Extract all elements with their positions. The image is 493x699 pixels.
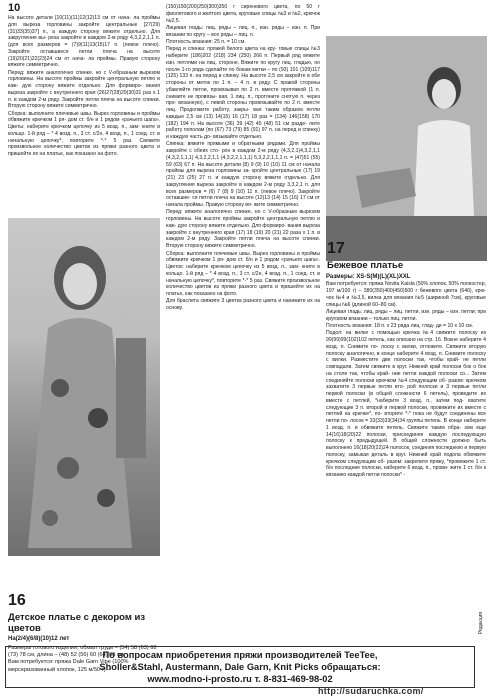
paragraph: На высоте детали [10(11)(11)12(12)13 см от нача- ла проймы для выреза горловины закройте центральные [27(29)(31)33(35)37] п., а каждую сторону вяжите отдельно. Для закругления вы- реза закройте в каждом 2-м ряду 4,3,2,2,1,1 п. (для всех размеров = (7)9(11)13(15)17 п. (левое плечо). Закройте оставшиеся петли плеча на высоте (19)20(21)22(23)24 см от нача- ла проймы. Правую сторону вяжите симметрично. [8,15,160,69]
paragraph: Плотность вязания: 25 п. = 10 см. [166,38,246,45]
paragraph: Подол: на вилке с помощью крючка №4 свяжите полоску из 99(99)99(102)102 петель, как описано на стр. 16. Вокне наберите 4 возд. п. Снимите по- лоску с вилки, отложите. Свяжите вторую полоску аналогично, в конце наберите 4 возд. п. Снимите полоску с вилки. Разместите две полоски так, чтобы край- не петли совпадали. Затем свяжите в круг. Нижний край полоски бок о бок на столе так, чтобы край- ние петли каждой полоски со... Затем соединяйте полоски крючком №4 следующим об- разом: крючком захватите 3 первые петли вто- рой полоски и 3 первые петли первой полоски (в общей сложности 6 петель), проведите их вместе с петлей, *наберите 3 возд. п., затем под- хватите следующие 3 п. второй и первой полоски, провяжите их вместе с петлей на крючке*, по- вторите *-* пока не будут соединены все петли по- лосок = 33(33)33(34)34 группы петель. В конце наберите 1 возд. п. и обвяжите петель. Свяжите таким обра- зом еще 14(16)18(20)22 полоски, присоединяя каждую последующую полоску к предыдущей. В общей сложности должно быть выполнено 16(18)20(22)24 полосок, соединяя последнюю и первую полоску, замыкая деталь в круг. Нижний край подола обвяжите крючком следующим об- разом: закрепите пряжу, *провяжите 1 ст. б/н последние полоски, наберите 6 возд. п., прови- жите 1 ст. б/н к вязанию каждой петли полоски* - [326,330,486,479]
photo-woman-illustration [326,36,487,261]
paragraph: (150)150(200)250(300)350 г сиреневого цвета, по 50 г фиолетового и желтого цвета, круговые спицы №3 и №2, крючок №2,5. [166,4,320,24]
paragraph: Перед и спинка: пряжей белого цвета на кру- говые спицы №3 наберите (186)202 (218) 234 (250) 266 п. Первый ряд вяжите изн. петлями на лиц. стороне. Вяжите по кругу лиц. гладью, но после 1-го ряда сделайте по бокам метки – по (93) 101 (109)117 (125) 133 п. на перед и спинку. На высоте 2,5 см закройте в обе стороны от меток по 1 п. – 4 п. в ряду. С правой стороны убавляйте петли, провязывая по 2 п. вместе протяжкой (1 п. снимите не провязы- вая, 1 лиц. п., протяните снятую п. через про- вязанную), с левой стороны провязывайте по 2 п. вместе лиц. Продолжите работу, закры- вая таким образом петли каждые 2,5 см (13) 14(15) 16 (17) 18 раз = (134) 146(158) 170 (182) 194 п. На высоте (36) 39 (42) 45 (48) 51 см разде- лите работу пополам (по (67) 73 (79) 85 (91) 97 п. на перед и спинку) и каждую часть до- вязывайте отдельно. [166,46,320,141]
model-number-17: 17 [327,240,345,257]
footer-contact-line: www.modno-i-prosto.ru т. 8-831-469-98-02 [147,674,333,684]
photo-girl-dress [8,218,160,556]
paragraph: Сборка: выполните плечевые швы. Вырез горловины и проймы обвяжите крючком 1 ря- дом ст. б/н и 1 рядом «рачьего шага». Цветы: наберите крючком цепочку из 5 возд. п., зам- кните в кольцо. 1-й ряд – * 4 возд. п., 3 ст. с/2н, 4 возд. п., 1 соед. ст. в начальную цепочку*, повторите *-* 5 раз. Свяжите произвольное количество цветов из пряжи разного цвета и пришейте их на платье, как показано на фото. [8,110,160,158]
model-17-sizes: Размеры: XS-S(M)(L)(XL)XXL [326,274,411,280]
model-16-materials: Вам потребуется: пряжа Dale Garn Vipe (100% мерсеризованный хлопок, 125 м/50 г) – [8,659,129,673]
paragraph: Лицевая гладь: лиц. ряды – лиц. петли, изн. ряды – изн. петли; при круговом вязании – только лиц. петли. [326,308,486,322]
paragraph: Сборка: выполните плечевые швы. Вырез горловины и проймы обвяжите крючком 1 ря- дом ст. б/н и 1 рядом «рачьего шага». Цветок: наберите крючком цепочку из 5 возд. п., зам- кните в кольцо. 1-й ряд – * 4 возд. п., 3 ст. с/2н, 4 возд. п., 1 соед. ст. в начальную цепочку*, повторите *-* 5 раз. Свяжите произвольное количество цветов из пряжи разного цвета и пришейте их на платье, как показано на фото. [166,250,320,298]
paragraph: Перед: вяжите аналогично спинке, но с V-образным вырезом горловины. На высоте проймы закройте центральную петлю и каж- дую сторону вяжите отдельно. Для формиро- вания выреза закройте с внутреннего края (17) 18 (19) 20 (21) 22 раза x 1 п. в каждом 2-м ряду. Закройте петли плеча на высоте спинки. Вторую сторону вяжите симметрично. [166,209,320,250]
model-16-dimensions: Размеры готового изделия: обхват груди – (54) 58 (63) 68 (73) 78 см, длина – (48) 52 (56) 60 (64) 68 см. [8,645,157,659]
page-number: 10 [8,2,21,14]
model-16-sizes: На(2/4)(6/8)(10)12 лет [8,636,70,642]
watermark-url: http://sudaruchka.com/ [318,686,424,696]
side-credit: Редакция [478,612,484,635]
paragraph: Плотность вязания: 18 п. x 23 ряда лиц. глад- ди = 10 x 10 см. [326,323,474,330]
paragraph: Вам потребуется: пряжа Novita Kaisla (50% хлопок, 50% полиэстер, 197 м/100 г) – 380(350)400(450)500 г бежевого цвета (646), крю- чок №4 и №3,5, вилка для вязания №5 (шириной 7см), круговые спицы №6 (длиной 60–80 см). [326,281,486,308]
footer-line: Sholler&Stahl, Austermann, Dale Garn, Knit Picks обращаться: [99,662,381,672]
model-16-title: Детское платье с декором из цветов [8,612,146,634]
column-1 [8,15,160,159]
paragraph: Лицевая гладь: лиц. ряды – лиц. п., изн. ряды – изн. п. При вязании по кругу – все ряды – лиц. п. [166,24,320,38]
column-2 [166,4,320,313]
photo-beige-dress [326,36,487,261]
footer-line: По вопросам приобретения пряжи производителей TeeTee, [102,650,378,660]
paragraph: Для браслета свяжите 3 цветка разного цвета и нанижите их на основу. [166,298,320,312]
photo-girl-illustration [8,218,160,556]
paragraph: Перед: вяжите аналогично спинке, но с V-образным вырезом горловины. На высоте проймы закройте центральную петлю и каж- дую сторону вяжите отдельно. Для формиро- вания выреза закройте с внутреннего края (26)27(28)29(30)31 раз x 1 п. в каждом 2-м ряду. Закройте петли плеча на высоте спинки. Вторую сторону вяжите симметрично. [8,69,160,110]
paragraph: Спинка: вяжите прямыми и обратными рядами. Для проймы закройте с обеих сто- рон в каждом 2-м ряду (4,3,2,1)4,3,2,1,1 (4,3,2,1,1,1) 4,3,2,2,1,1 (4,3,2,2,1,1,1) 5,3,2,2,1,1,1 п. = (47)51 (55) 59 (63) 67 п. На высоте детали (8) 9 (9) 10 (10) 11 см от начала проймы для выреза горловины за- кройте центральные (17) 19 (21) 23 (25) 27 п. и каждую сторону вяжите отдельно. Для закругления выреза закройте в каждом 2-м ряду 3,3,2,1 п. для всех размеров = (6) 7 (8) 9 (10) 11 п. (левое плечо). Закройте оставшие- ся петли плеча на высоте (12)13 (14) 15 (16) 17 см от начала проймы. Правую сторону вя- жите симметрично. [166,141,320,209]
model-number-16: 16 [8,592,26,609]
footer-contact-box [5,646,475,688]
column-3 [326,262,486,479]
model-17-title: Бежевое платье [327,260,404,271]
